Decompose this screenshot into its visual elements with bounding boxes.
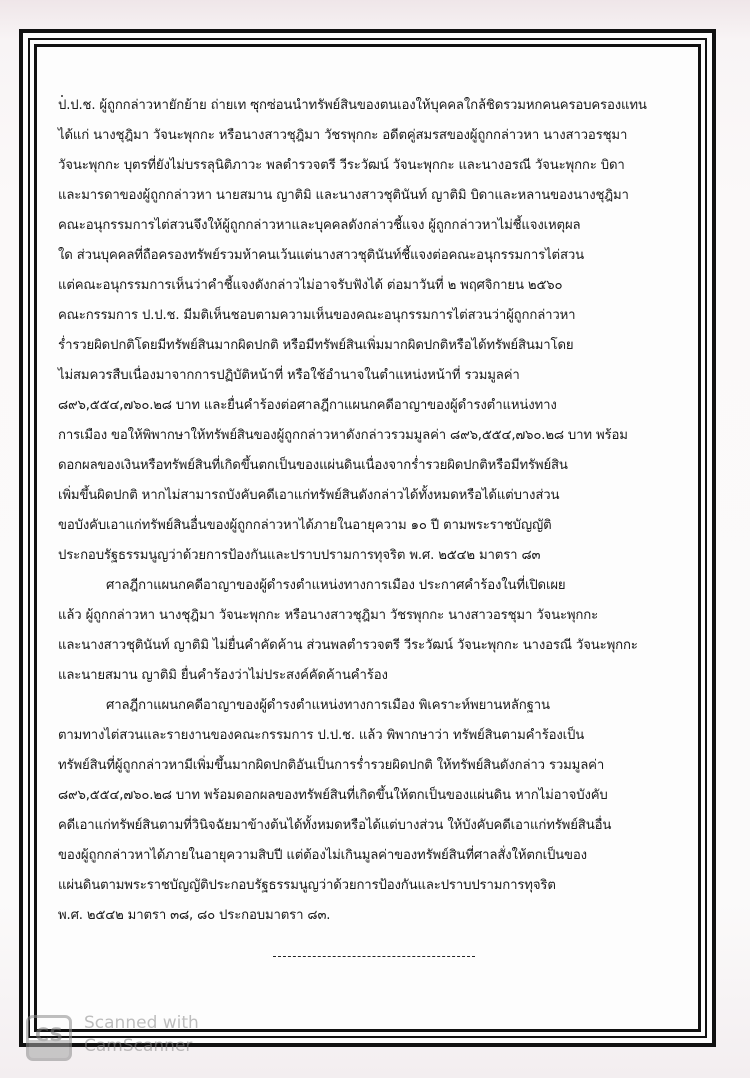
text-line: และนางสาวชุตินันท์ ญาติมิ ไม่ยื่นคำคัดค้าน ส่วนพลตำรวจตรี วีระวัฒน์ วัจนะพุกกะ นางอรณี วัจนะพุกกะ xyxy=(58,638,638,653)
text-line: และนายสมาน ญาติมิ ยื่นคำร้องว่าไม่ประสงค์คัดค้านคำร้อง xyxy=(58,668,388,683)
text-line: คณะกรรมการ ป.ป.ช. มีมติเห็นชอบตามความเห็นของคณะอนุกรรมการไต่สวนว่าผู้ถูกกล่าวหา xyxy=(58,308,576,323)
paragraph-1 xyxy=(58,91,686,571)
watermark-line-1: Scanned with xyxy=(84,1013,199,1033)
text-line: เพิ่มขึ้นผิดปกติ หากไม่สามารถบังคับคดีเอาแก่ทรัพย์สินดังกล่าวได้ทั้งหมดหรือได้แต่บางส่วน xyxy=(58,488,560,503)
text-line: ได้แก่ นางชุฎิมา วัจนะพุกกะ หรือนางสาวชุฎิมา วัชรพุกกะ อดีตคู่สมรสของผู้ถูกกล่าวหา นางสาวอรชุมา xyxy=(58,128,628,143)
camscanner-watermark xyxy=(26,1012,236,1062)
text-line: ของผู้ถูกกล่าวหาได้ภายในอายุความสิบปี แต่ต้องไม่เกินมูลค่าของทรัพย์สินที่ศาลสั่งให้ตกเป็นของ xyxy=(58,848,587,863)
text-line: ขอบังคับเอาแก่ทรัพย์สินอื่นของผู้ถูกกล่าวหาได้ภายในอายุความ ๑๐ ปี ตามพระราชบัญญัติ xyxy=(58,518,552,533)
watermark-line-2: CamScanner xyxy=(84,1036,193,1056)
text-line: คดีเอาแก่ทรัพย์สินตามที่วินิจฉัยมาข้างต้นได้ทั้งหมดหรือได้แต่บางส่วน ให้บังคับคดีเอาแก่ทรัพย์สินอื่น xyxy=(58,818,612,833)
text-line: ดอกผลของเงินหรือทรัพย์สินที่เกิดขึ้นตกเป็นของแผ่นดินเนื่องจากร่ำรวยผิดปกติหรือมีทรัพย์สิน xyxy=(58,458,568,473)
text-line: วัจนะพุกกะ บุตรที่ยังไม่บรรลุนิติภาวะ พลตำรวจตรี วีระวัฒน์ วัจนะพุกกะ และนางอรณี วัจนะพุกกะ บิดา xyxy=(58,158,625,173)
paragraph-3 xyxy=(58,691,686,931)
paragraph-2 xyxy=(58,571,686,691)
text-line: แล้ว ผู้ถูกกล่าวหา นางชุฎิมา วัจนะพุกกะ หรือนางสาวชุฎิมา วัชรพุกกะ นางสาวอรชุมา วัจนะพุกกะ xyxy=(58,608,599,623)
text-line: ร่ำรวยผิดปกติโดยมีทรัพย์สินมากผิดปกติ หรือมีทรัพย์สินเพิ่มมากผิดปกติหรือได้ทรัพย์สินมาโดย xyxy=(58,338,574,353)
camscanner-logo-icon: CS xyxy=(26,1015,72,1061)
text-line: ไม่สมควรสืบเนื่องมาจากการปฏิบัติหน้าที่ หรือใช้อำนาจในตำแหน่งหน้าที่ รวมมูลค่า xyxy=(58,368,520,383)
text-line: การเมือง ขอให้พิพากษาให้ทรัพย์สินของผู้ถูกกล่าวหาดังกล่าวรวมมูลค่า ๘๙๖,๕๕๔,๗๖๐.๒๘ บาท พร้อม xyxy=(58,428,628,443)
text-line: ๘๙๖,๕๕๔,๗๖๐.๒๘ บาท และยื่นคำร้องต่อศาลฎีกาแผนกคดีอาญาของผู้ดำรงตำแหน่งทาง xyxy=(58,398,557,413)
text-line: ใด ส่วนบุคคลที่ถือครองทรัพย์รวมห้าคนเว้นแต่นางสาวชุตินันท์ชี้แจงต่อคณะอนุกรรมการไต่สวน xyxy=(58,248,584,263)
text-line: พ.ศ. ๒๕๔๒ มาตรา ๓๘, ๘๐ ประกอบมาตรา ๘๓. xyxy=(58,908,331,923)
text-line: ทรัพย์สินที่ผู้ถูกกล่าวหามีเพิ่มขึ้นมากผิดปกติอันเป็นการร่ำรวยผิดปกติ ให้ทรัพย์สินดังกล่าว รวมมูลค่า xyxy=(58,758,605,773)
text-line: ศาลฎีกาแผนกคดีอาญาของผู้ดำรงตำแหน่งทางการเมือง ประกาศคำร้องในที่เปิดเผย xyxy=(106,578,566,593)
text-line: แผ่นดินตามพระราชบัญญัติประกอบรัฐธรรมนูญว่าด้วยการป้องกันและปราบปรามการทุจริต xyxy=(58,878,556,893)
text-line: ศาลฎีกาแผนกคดีอาญาของผู้ดำรงตำแหน่งทางการเมือง พิเคราะห์พยานหลักฐาน xyxy=(106,698,550,713)
text-line: ประกอบรัฐธรรมนูญว่าด้วยการป้องกันและปราบปรามการทุจริต พ.ศ. ๒๕๔๒ มาตรา ๘๓ xyxy=(58,548,541,563)
document-body xyxy=(58,91,686,931)
text-line: แต่คณะอนุกรรมการเห็นว่าคำชี้แจงดังกล่าวไม่อาจรับฟังได้ ต่อมาวันที่ ๒ พฤศจิกายน ๒๕๖๐ xyxy=(58,278,563,293)
text-line: ป.ป.ช. ผู้ถูกกล่าวหายักย้าย ถ่ายเท ซุกซ่อนนำทรัพย์สินของตนเองให้บุคคลใกล้ชิดรวมหกคนครอบครองแทน xyxy=(58,98,647,113)
end-of-document-rule xyxy=(273,956,475,957)
text-line: ตามทางไต่สวนและรายงานของคณะกรรมการ ป.ป.ช. แล้ว พิพากษาว่า ทรัพย์สินตามคำร้องเป็น xyxy=(58,728,585,743)
text-line: คณะอนุกรรมการไต่สวนจึงให้ผู้ถูกกล่าวหาและบุคคลดังกล่าวชี้แจง ผู้ถูกกล่าวหาไม่ชี้แจงเหตุผล xyxy=(58,218,581,233)
text-line: ๘๙๖,๕๕๔,๗๖๐.๒๘ บาท พร้อมดอกผลของทรัพย์สินที่เกิดขึ้นให้ตกเป็นของแผ่นดิน หากไม่อาจบังคับ xyxy=(58,788,608,803)
text-line: และมารดาของผู้ถูกกล่าวหา นายสมาน ญาติมิ และนางสาวชุตินันท์ ญาติมิ บิดาและหลานของนางชุฎิมา xyxy=(58,188,629,203)
watermark-text xyxy=(84,1012,199,1058)
